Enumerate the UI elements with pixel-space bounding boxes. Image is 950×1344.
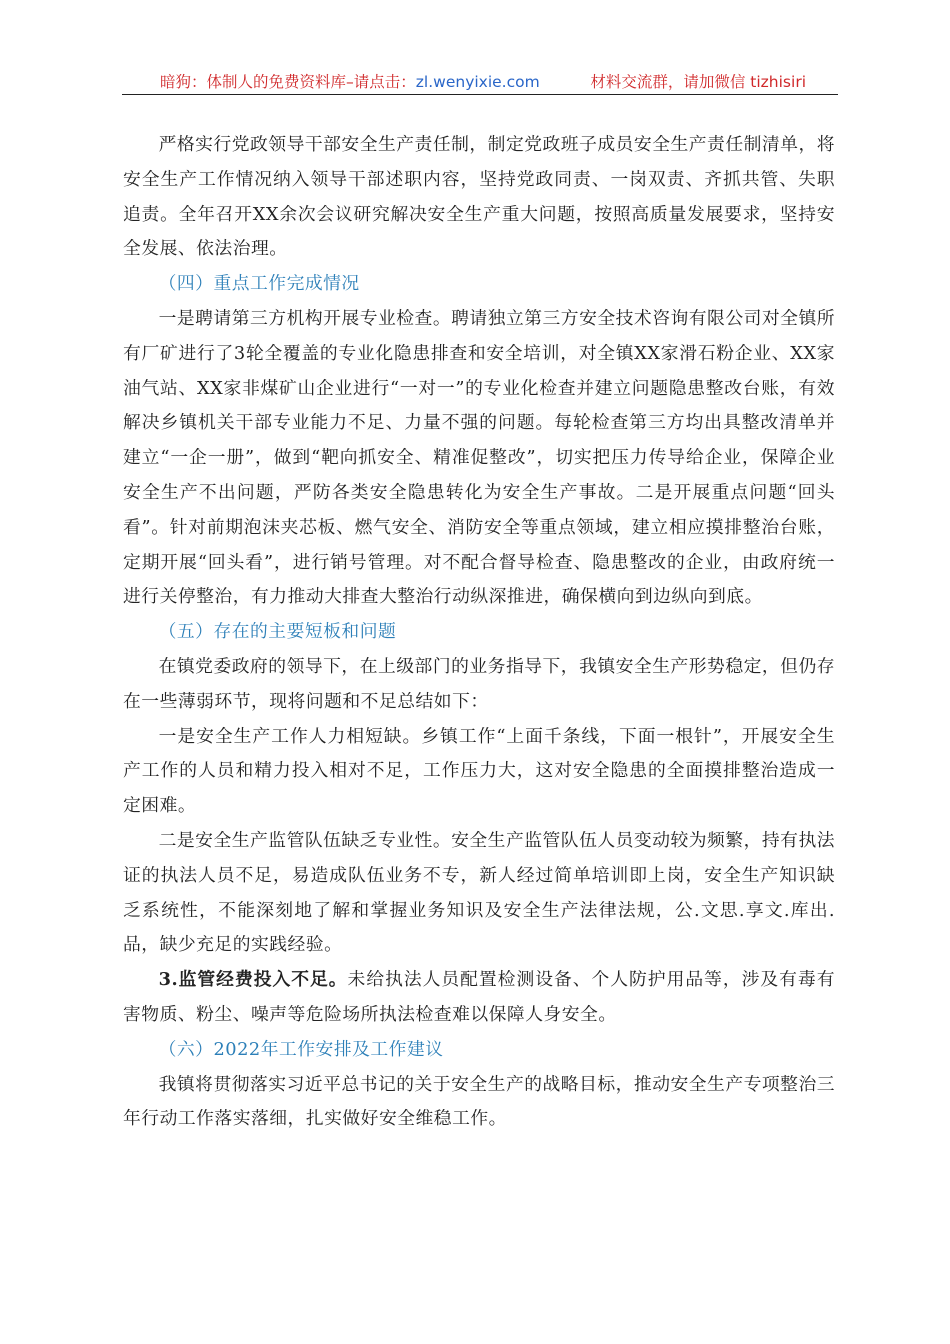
paragraph: 我镇将贯彻落实习近平总书记的关于安全生产的战略目标，推动安全生产专项整治三年行动工作落实落细，扎实做好安全维稳工作。 (123, 1073, 836, 1130)
page-header (122, 66, 838, 95)
header-promo[interactable] (160, 70, 540, 92)
header-contact: 材料交流群，请加微信 tizhisiri (590, 73, 806, 91)
paragraph: 二是安全生产监管队伍缺乏专业性。安全生产监管队伍人员变动较为频繁，持有执法证的执法人员不足，易造成队伍业务不专，新人经过简单培训即上岗，安全生产知识缺乏系统性，不能深刻地了解和掌握业务知识及安全生产法律法规，公.文思.享文.库出.品，缺少充足的实践经验。 (123, 829, 836, 956)
header-url-link[interactable]: zl.wenyixie.com (415, 73, 540, 91)
document-body (123, 128, 835, 1137)
paragraph-text: 未给执法人员配置检测设备、个人防护用品等，涉及有毒有害物质、粉尘、噪声等危险场所执法检查难以保障人身安全。 (123, 969, 835, 1025)
header-cta: –请点击： (346, 73, 416, 91)
section-heading-5: （五）存在的主要短板和问题 (158, 621, 397, 643)
paragraph: 一是聘请第三方机构开展专业检查。聘请独立第三方安全技术咨询有限公司对全镇所有厂矿进行了3轮全覆盖的专业化隐患排查和安全培训，对全镇XX家滑石粉企业、XX家油气站、XX家非煤矿山企业进行“一对一”的专业化检查并建立问题隐患整改台账，有效解决乡镇机关干部专业能力不足、力量不强的问题。每轮检查第三方均出具整改清单并建立“一企一册”，做到“靶向抓安全、精准促整改”，切实把压力传导给企业，保障企业安全生产不出问题，严防各类安全隐患转化为安全生产事故。二是开展重点问题“回头看”。针对前期泡沫夹芯板、燃气安全、消防安全等重点领域，建立相应摸排整治台账，定期开展“回头看”，进行销号管理。对不配合督导检查、隐患整改的企业，由政府统一进行关停整治，有力推动大排查大整治行动纵深推进，确保横向到边纵向到底。 (123, 307, 836, 608)
paragraph: 严格实行党政领导干部安全生产责任制，制定党政班子成员安全生产责任制清单，将安全生产工作情况纳入领导干部述职内容，坚持党政同责、一岗双责、齐抓共管、失职追责。全年召开XX余次会议研究解决安全生产重大问题，按照高质量发展要求，坚持安全发展、依法治理。 (123, 134, 836, 260)
paragraph: 在镇党委政府的领导下，在上级部门的业务指导下，我镇安全生产形势稳定，但仍存在一些薄弱环节，现将问题和不足总结如下： (123, 655, 836, 712)
paragraph (123, 963, 835, 1033)
paragraph-lead: 3.监管经费投入不足。 (158, 969, 348, 991)
header-brand[interactable]: 暗狗：体制人的免费资料库 (160, 73, 347, 91)
section-heading-4: （四）重点工作完成情况 (158, 273, 360, 295)
paragraph: 一是安全生产工作人力相短缺。乡镇工作“上面千条线，下面一根针”，开展安全生产工作的人员和精力投入相对不足，工作压力大，这对安全隐患的全面摸排整治造成一定困难。 (123, 725, 835, 817)
section-heading-6: （六）2022年工作安排及工作建议 (158, 1038, 444, 1060)
